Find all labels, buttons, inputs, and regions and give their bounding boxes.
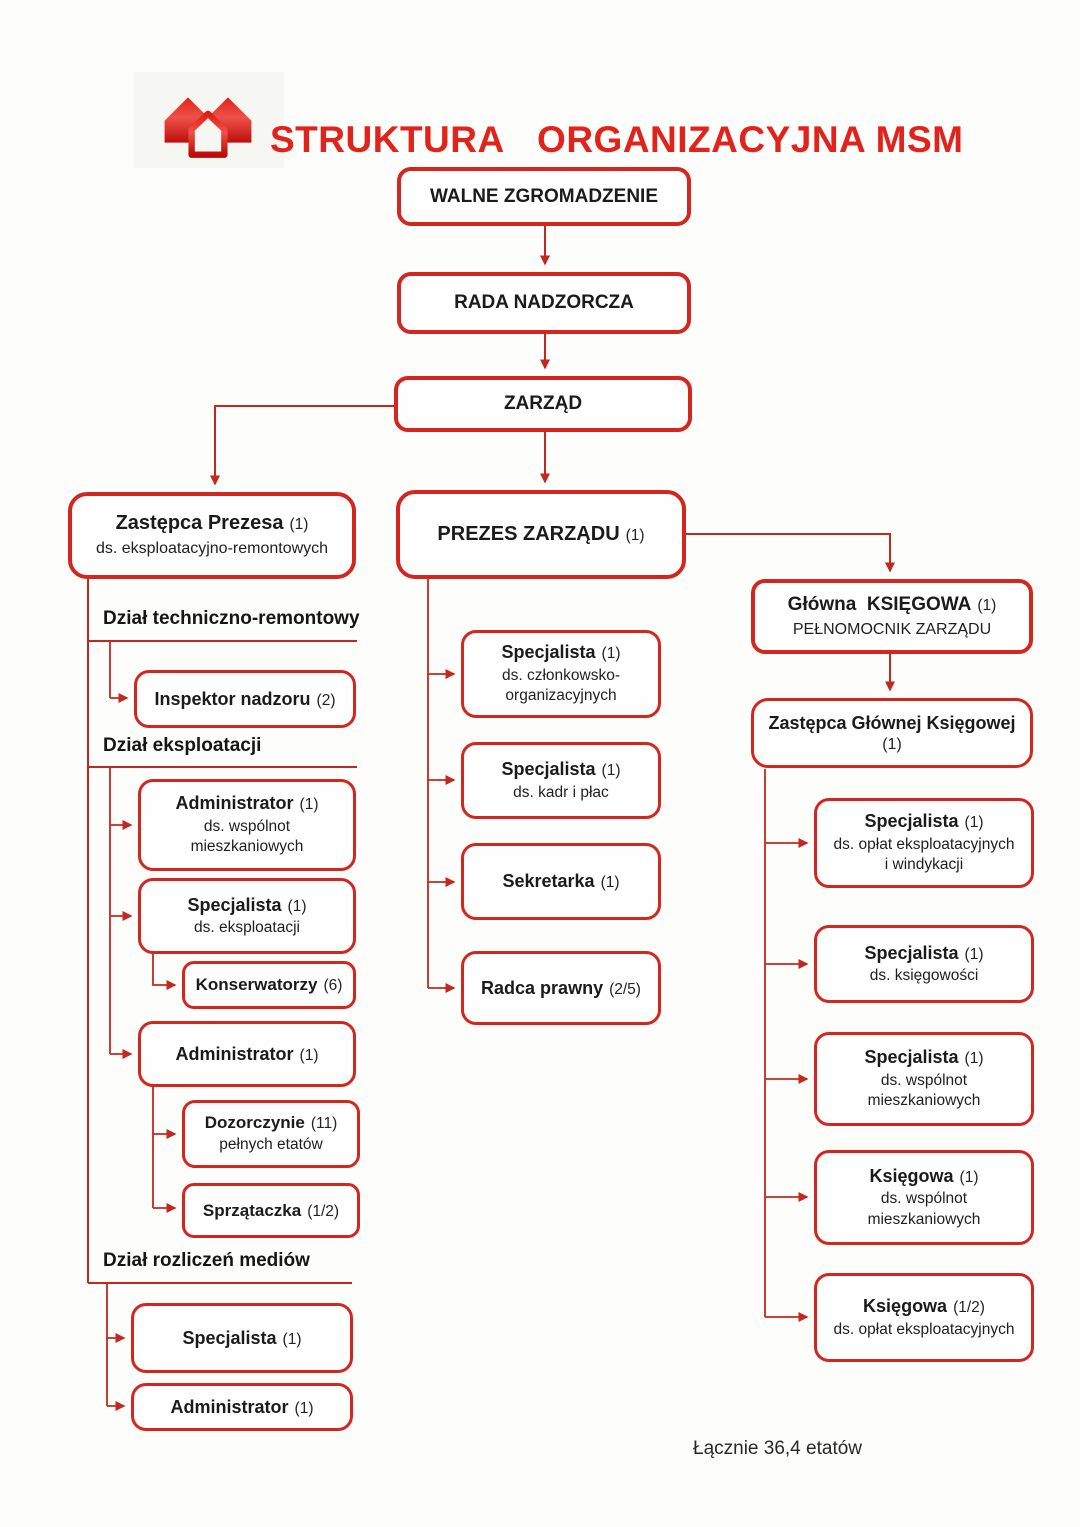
node-title: Zastępca Prezesa (115, 512, 284, 535)
node-specjalista-kadr-i-plac (461, 742, 661, 819)
node-subtitle: ds. wspólnot mieszkaniowych (190, 817, 304, 856)
node-subtitle: ds. wspólnot mieszkaniowych (867, 1190, 981, 1228)
node-subtitle: ds. kadr i płac (513, 783, 609, 801)
node-specjalista-ksiegowosci (814, 925, 1034, 1003)
node-subtitle: ds. eksploatacyjno-remontowych (95, 540, 329, 558)
node-count: (1/2) (307, 1202, 340, 1220)
node-subtitle: PEŁNOMOCNIK ZARZĄDU (792, 620, 992, 638)
node-title: Księgowa (869, 1165, 954, 1186)
section-header-dzial-rozliczen-mediow: Dział rozliczeń mediów (103, 1250, 310, 1271)
node-zastepca-prezesa (68, 492, 356, 579)
node-administrator-mediow (131, 1383, 353, 1431)
section-header-dzial-techniczno-remontowy: Dział techniczno-remontowy (103, 608, 360, 629)
node-title: Sekretarka (502, 871, 595, 892)
node-title: Specjalista (182, 1327, 277, 1348)
page-title: STRUKTURA ORGANIZACYJNA MSM (270, 118, 964, 160)
node-title: Administrator (170, 1396, 289, 1417)
node-zastepca-glownej-ksiegowej (751, 698, 1033, 768)
node-title: WALNE ZGROMADZENIE (430, 185, 658, 207)
node-title: Główna KSIĘGOWA (787, 594, 972, 616)
node-radca-prawny (461, 951, 661, 1025)
node-title: Zastępca Głównej Księgowej (768, 712, 1016, 733)
node-count: (1) (282, 1330, 302, 1348)
total-fte-label: Łącznie 36,4 etatów (693, 1438, 863, 1459)
node-title: Administrator (175, 793, 294, 814)
node-count: (1) (287, 897, 307, 915)
node-count: (1) (977, 597, 997, 615)
node-title: RADA NADZORCZA (454, 292, 634, 314)
node-specjalista-oplat-windykacji (814, 798, 1034, 888)
node-title: Radca prawny (481, 977, 604, 998)
node-subtitle: pełnych etatów (219, 1136, 323, 1154)
node-dozorczynie (182, 1100, 360, 1168)
node-title: Konserwatorzy (195, 975, 318, 995)
node-inspektor-nadzoru (134, 670, 356, 728)
node-count: (1) (299, 1046, 319, 1064)
node-count: (1) (625, 527, 645, 544)
node-specjalista-czlonkowsko-organizacyjnych (461, 630, 661, 718)
node-count: (1) (600, 874, 620, 892)
node-subtitle: ds. eksploatacji (194, 919, 300, 937)
node-title: Specjalista (864, 942, 959, 963)
node-title: Specjalista (187, 894, 282, 915)
node-title: Administrator (175, 1043, 294, 1064)
node-specjalista-eksploatacji (138, 878, 356, 954)
node-count: (1) (964, 1050, 984, 1068)
node-count: (1) (601, 762, 621, 780)
node-subtitle: ds. wspólnot mieszkaniowych (867, 1071, 981, 1110)
node-title: PREZES ZARZĄDU (437, 523, 620, 545)
node-subtitle: ds. opłat eksploatacyjnych (833, 1320, 1015, 1338)
node-ksiegowa-oplat (814, 1273, 1034, 1362)
node-zarzad (394, 376, 692, 432)
node-prezes-zarzadu (396, 490, 686, 579)
node-count: (2/5) (609, 980, 641, 998)
node-title: Dozorczynie (204, 1113, 305, 1133)
node-count: (1) (964, 814, 984, 832)
node-count: (6) (323, 977, 343, 995)
node-rada-nadzorcza (397, 272, 691, 334)
node-walne-zgromadzenie (397, 167, 691, 226)
msm-house-logo (158, 82, 258, 162)
node-title: Inspektor nadzoru (154, 688, 311, 709)
node-title: ZARZĄD (503, 393, 583, 415)
node-administrator-2 (138, 1021, 356, 1087)
node-konserwatorzy (182, 961, 356, 1009)
node-count: (1) (294, 1399, 314, 1417)
node-count: (1) (601, 645, 621, 663)
node-glowna-ksiegowa (751, 579, 1033, 654)
node-count: (1) (964, 945, 984, 963)
node-sekretarka (461, 843, 661, 920)
node-sprzataczka (182, 1183, 360, 1238)
node-title: Sprzątaczka (202, 1200, 302, 1220)
node-subtitle: ds. członkowsko-organizacyjnych (501, 666, 620, 705)
node-title: Księgowa (863, 1296, 948, 1317)
node-count: (2) (316, 691, 336, 709)
logo-background (134, 72, 284, 168)
node-title: Specjalista (501, 759, 596, 780)
node-title: Specjalista (501, 642, 596, 663)
section-header-dzial-eksploatacji: Dział eksploatacji (103, 735, 262, 756)
node-count: (1) (289, 516, 309, 534)
node-count: (1) (299, 796, 319, 814)
node-count: (1) (882, 736, 902, 754)
node-subtitle: ds. księgowości (869, 967, 979, 985)
node-title: Specjalista (864, 811, 959, 832)
node-specjalista-mediow (131, 1303, 353, 1373)
node-count: (1/2) (953, 1299, 985, 1317)
node-ksiegowa-wspolnot (814, 1150, 1034, 1245)
node-count: (11) (310, 1115, 338, 1133)
node-count: (1) (959, 1168, 979, 1186)
node-specjalista-wspolnot (814, 1032, 1034, 1126)
node-subtitle: ds. opłat eksploatacyjnych i windykacji (833, 835, 1015, 874)
node-administrator-wspolnot (138, 779, 356, 871)
node-title: Specjalista (864, 1047, 959, 1068)
